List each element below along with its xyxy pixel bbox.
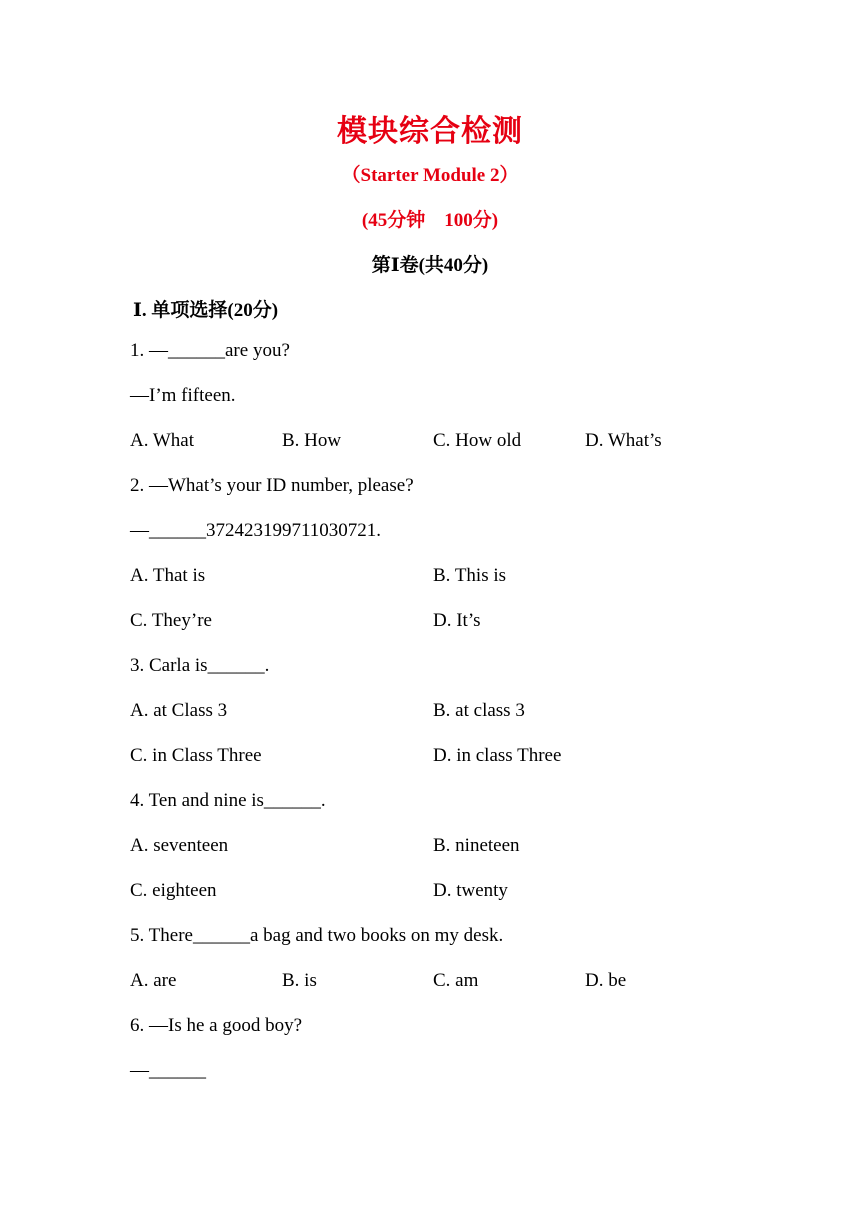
question-6-reply: —______ bbox=[130, 1060, 206, 1081]
question-1-option-d: D. What’s bbox=[585, 430, 662, 451]
question-1-option-c: C. How old bbox=[433, 430, 522, 451]
question-4-stem: 4. Ten and nine is______. bbox=[130, 790, 326, 811]
question-5-option-d: D. be bbox=[585, 970, 627, 991]
question-5-option-b: B. is bbox=[282, 970, 317, 991]
question-2-option-c: C. They’re bbox=[130, 610, 212, 631]
exam-duration-score: (45分钟 100分) bbox=[361, 210, 499, 231]
question-1-option-a: A. What bbox=[130, 430, 195, 451]
question-4-option-a: A. seventeen bbox=[130, 835, 229, 856]
question-1-stem: 1. —______are you? bbox=[130, 340, 290, 361]
question-5-option-a: A. are bbox=[130, 970, 177, 991]
question-3-stem: 3. Carla is______. bbox=[130, 655, 270, 676]
question-4-option-d: D. twenty bbox=[433, 880, 508, 901]
question-5-option-c: C. am bbox=[433, 970, 479, 991]
question-4-option-b: B. nineteen bbox=[433, 835, 520, 856]
document-subtitle: （Starter Module 2） bbox=[341, 165, 519, 186]
question-2-reply: —______372423199711030721. bbox=[130, 520, 382, 541]
document-title: 模块综合检测 bbox=[337, 114, 523, 149]
question-2-option-a: A. That is bbox=[130, 565, 206, 586]
question-6-stem: 6. —Is he a good boy? bbox=[130, 1015, 303, 1036]
question-2-option-b: B. This is bbox=[433, 565, 507, 586]
question-3-option-c: C. in Class Three bbox=[130, 745, 262, 766]
question-3-option-b: B. at class 3 bbox=[433, 700, 525, 721]
part-heading: 第Ⅰ卷(共40分) bbox=[371, 255, 489, 276]
question-2-stem: 2. —What’s your ID number, please? bbox=[130, 475, 414, 496]
question-3-option-a: A. at Class 3 bbox=[130, 700, 228, 721]
question-1-reply: —I’m fifteen. bbox=[130, 385, 236, 406]
question-1-option-b: B. How bbox=[282, 430, 342, 451]
section-heading: Ⅰ. 单项选择(20分) bbox=[133, 300, 279, 321]
question-5-stem: 5. There______a bag and two books on my desk. bbox=[130, 925, 504, 946]
question-2-option-d: D. It’s bbox=[433, 610, 481, 631]
question-3-option-d: D. in class Three bbox=[433, 745, 562, 766]
question-4-option-c: C. eighteen bbox=[130, 880, 217, 901]
